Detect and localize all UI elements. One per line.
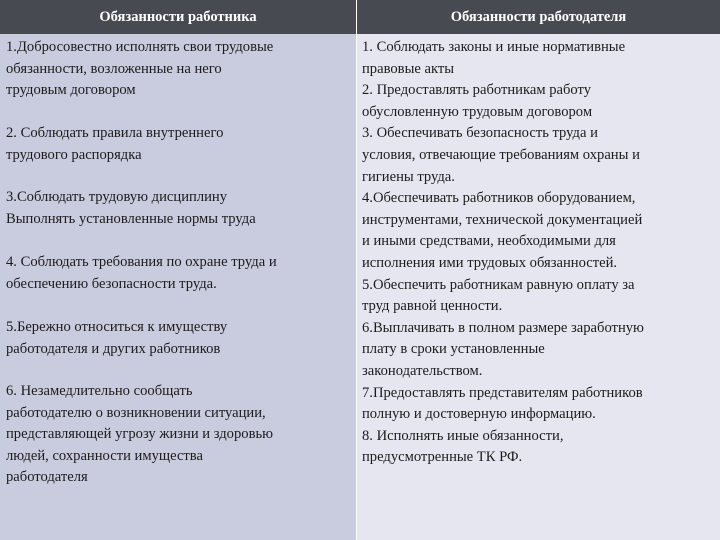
employee-duty-1: 1.Добросовестно исполнять свои трудовые обязанности, возложенные на него трудовым договором [6,39,274,99]
employer-duty-5: 5.Обеспечить работникам равную оплату за труд равной ценности. [362,276,635,315]
employee-column-header: Обязанности работника [0,0,356,34]
employer-duty-6: 6.Выплачивать в полном размере заработную плату в сроки установленные законодательством. [362,319,644,379]
employer-column-header: Обязанности работодателя [357,0,720,34]
employee-duty-6: 6. Незамедлительно сообщать работодателю о возникновении ситуации, представляющей угрозу жизни и здоровью людей, сохранности имущества работодателя [6,383,274,486]
employer-duties-list [362,37,718,469]
employee-duty-2: 2. Соблюдать правила внутреннего трудового распорядка [6,125,224,163]
employer-duty-7: 7.Предоставлять представителям работников полную и достоверную информацию. [362,384,643,423]
employee-duty-5: 5.Бережно относиться к имуществу работодателя и других работников [6,319,228,357]
employer-duty-3: 3. Обеспечивать безопасность труда и условия, отвечающие требованиям охраны и гигиены труда. [362,125,640,185]
employee-duty-3: 3.Соблюдать трудовую дисциплину Выполнять установленные нормы труда [6,189,256,227]
employer-duty-8: 8. Исполнять иные обязанности, предусмотренные ТК РФ. [362,427,564,466]
employer-duty-4: 4.Обеспечивать работников оборудованием, инструментами, технической документацией и иными средствами, необходимыми для исполнения ими трудовых обязанностей. [362,190,643,271]
employer-duty-1: 1. Соблюдать законы и иные нормативные правовые акты [362,39,626,77]
column-divider [356,0,357,540]
employer-duty-2: 2. Предоставлять работникам работу обусловленную трудовым договором [362,82,593,120]
employee-duty-4: 4. Соблюдать требования по охране труда и обеспечению безопасности труда. [6,254,277,292]
